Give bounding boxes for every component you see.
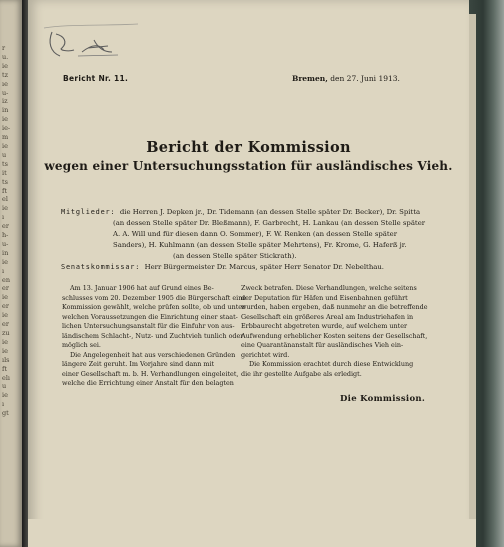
- body-line: Zweck betrafen. Diese Verhandlungen, welche seitens: [241, 284, 417, 292]
- body-line: Die Angelegenheit hat aus verschiedenen Gründen: [70, 350, 236, 359]
- margin-fragment: m: [2, 133, 9, 142]
- body-line: möglich sei.: [62, 341, 101, 350]
- margin-fragment: ie: [2, 293, 8, 302]
- body-line: Aufwendung erheblicher Kosten seitens der Gesellschaft,: [241, 331, 428, 340]
- margin-fragment: ts: [2, 177, 8, 186]
- margin-fragment: ie: [2, 141, 8, 150]
- body-line: Gesellschaft ein größeres Areal am Industriehafen in: [241, 312, 414, 321]
- margin-fragment: ı: [2, 400, 5, 409]
- previous-page-margin-text: [2, 44, 22, 418]
- members-line-1: die Herren J. Depken jr., Dr. Tidemann (an dessen Stelle später Dr. Becker), Dr. Spitta: [119, 208, 421, 216]
- margin-fragment: ı: [2, 266, 5, 275]
- body-line: längere Zeit geruht. Im Vorjahre sind dann mit: [62, 360, 215, 369]
- body-line: Erbbaurecht abgetreten wurde, auf welchem unter: [241, 322, 408, 331]
- members-line-5: (an dessen Stelle später Stickrath).: [173, 251, 297, 260]
- body-line: ländischem Schlacht-, Nutz- und Zuchtvieh tunlich oder: [62, 331, 244, 340]
- body-column-right: [241, 284, 428, 379]
- body-line: welche die Errichtung einer Anstalt für den belagten: [62, 379, 234, 388]
- signature: Die Kommission.: [340, 394, 426, 404]
- margin-fragment: er: [2, 320, 9, 329]
- margin-fragment: er: [2, 284, 9, 293]
- body-line: Kommission gewählt, welche prüfen sollte, ob und unter: [62, 303, 246, 312]
- body-line: eine Quarantänanstalt für ausländisches Vieh ein-: [241, 341, 404, 350]
- margin-fragment: ft: [2, 186, 8, 195]
- date-place: Bremen,: [292, 74, 328, 83]
- margin-fragment: ts: [2, 159, 8, 168]
- body-line: der Deputation für Häfen und Eisenbahnen geführt: [241, 293, 408, 302]
- previous-page-edge: [0, 0, 22, 547]
- margin-fragment: ie: [2, 204, 8, 213]
- margin-fragment: elı: [2, 373, 11, 382]
- margin-fragment: ı: [2, 213, 5, 222]
- report-number: Bericht Nr. 11.: [63, 74, 129, 83]
- margin-fragment: el: [2, 195, 8, 204]
- body-line: welchen Voraussetzungen die Einrichtung einer staat-: [62, 312, 238, 321]
- body-line: gerichtet wird.: [241, 350, 290, 359]
- margin-fragment: ıls: [2, 355, 10, 364]
- margin-fragment: u-: [2, 239, 9, 248]
- margin-fragment: tz: [2, 70, 9, 79]
- margin-fragment: ie: [2, 391, 8, 400]
- margin-fragment: er: [2, 302, 9, 311]
- margin-fragment: iz: [2, 97, 8, 106]
- members-line-3: A. A. Will und für diesen dann O. Sommer), F. W. Renken (an dessen Stelle später: [113, 229, 398, 238]
- margin-fragment: u: [2, 150, 7, 159]
- date-text: den 27. Juni 1913.: [327, 74, 400, 83]
- body-line: schlusses vom 20. Dezember 1905 die Bürgerschaft eine: [62, 293, 247, 302]
- body-column-left: [62, 284, 247, 389]
- document-subtitle: wegen einer Untersuchungsstation für ausländisches Vieh.: [44, 159, 453, 173]
- senate-label: Senatskommissar:: [61, 263, 141, 271]
- margin-fragment: u.: [2, 52, 9, 61]
- bleed-through-text: [28, 178, 469, 189]
- body-line: Am 13. Januar 1906 hat auf Grund eines Be-: [70, 284, 214, 292]
- margin-fragment: er: [2, 222, 9, 231]
- margin-fragment: u: [2, 382, 7, 391]
- margin-fragment: ie: [2, 257, 8, 266]
- members-line-4: Sanders), H. Kuhlmann (an dessen Stelle später Mehrtens), Fr. Krome, G. Haferß jr.: [113, 240, 407, 249]
- page-edge-strip: [469, 14, 476, 519]
- members-line-2: (an dessen Stelle später Dr. Bleßmann), F. Garbrecht, H. Lankau (an dessen Stelle später: [113, 218, 426, 227]
- body-line: die ihr gestellte Aufgabe als erledigt.: [241, 369, 362, 378]
- margin-fragment: r: [2, 44, 6, 52]
- report-date: [292, 74, 400, 83]
- margin-fragment: ıe: [2, 79, 8, 88]
- margin-fragment: ie: [2, 115, 8, 124]
- margin-fragment: u-: [2, 88, 9, 97]
- margin-fragment: h-: [2, 231, 9, 240]
- page-bottom-margin: [28, 519, 476, 547]
- margin-fragment: zu: [2, 329, 10, 337]
- margin-fragment: gt: [2, 409, 9, 418]
- margin-fragment: in: [2, 106, 9, 115]
- margin-fragment: ie: [2, 346, 8, 355]
- senate-text: Herr Bürgermeister Dr. Marcus, später Herr Senator Dr. Nebelthau.: [144, 263, 384, 271]
- document-page: [28, 0, 469, 547]
- margin-fragment: in: [2, 248, 9, 257]
- document-title: Bericht der Kommission: [146, 139, 351, 156]
- margin-fragment: ie: [2, 337, 8, 346]
- members-block: [61, 207, 426, 262]
- margin-fragment: ie: [2, 311, 8, 320]
- body-line: Die Kommission erachtet durch diese Entwicklung: [249, 360, 414, 369]
- handwritten-signature-mark: [38, 22, 148, 64]
- margin-fragment: it: [2, 168, 7, 177]
- margin-fragment: ft: [2, 364, 8, 373]
- margin-fragment: en: [2, 275, 11, 284]
- body-line: lichen Untersuchungsanstalt für die Einfuhr von aus-: [62, 322, 235, 331]
- senate-block: [61, 262, 409, 273]
- margin-fragment: ie-: [2, 124, 11, 133]
- body-line: einer Gesellschaft m. b. H. Verhandlungen eingeleitet,: [62, 369, 239, 378]
- members-label: Mitglieder:: [61, 208, 116, 216]
- body-line: wurden, haben ergeben, daß nunmehr an die betreffende: [241, 303, 428, 312]
- margin-fragment: ie: [2, 61, 8, 70]
